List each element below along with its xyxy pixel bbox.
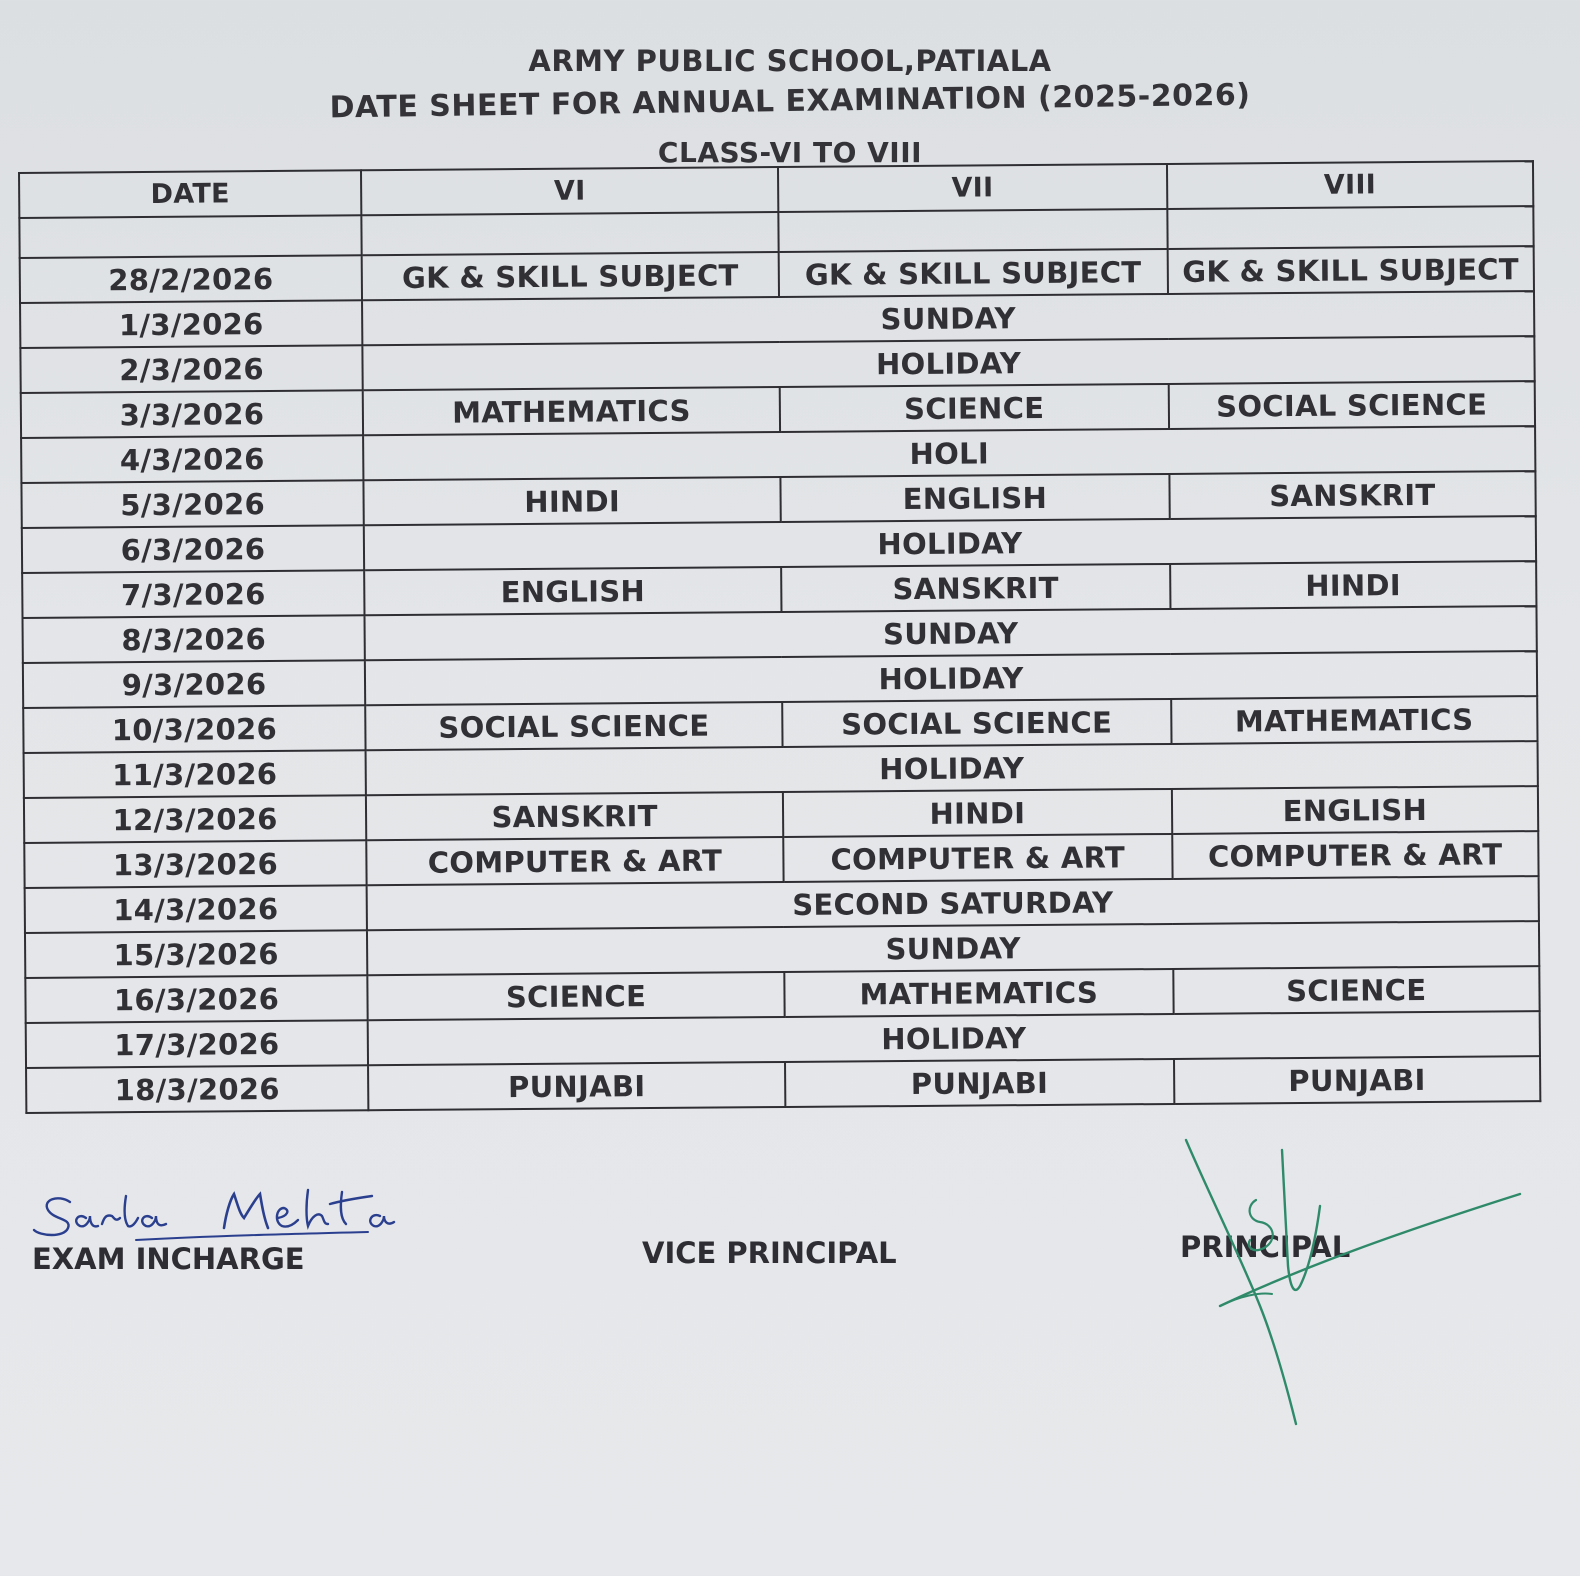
- subject-cell-class-vii: SOCIAL SCIENCE: [782, 699, 1171, 747]
- subject-cell-class-vi: SCIENCE: [367, 972, 784, 1020]
- non-exam-day-cell: SECOND SATURDAY: [367, 876, 1539, 930]
- date-cell: 7/3/2026: [22, 570, 364, 618]
- subject-cell-class-viii: SCIENCE: [1173, 966, 1540, 1014]
- subject-cell-class-vi: ENGLISH: [364, 567, 781, 615]
- date-cell: 18/3/2026: [26, 1065, 368, 1113]
- spacer-cell: [361, 212, 778, 255]
- schedule-body: [20, 246, 1541, 1113]
- date-cell: 9/3/2026: [23, 660, 365, 708]
- date-cell: 16/3/2026: [25, 975, 367, 1023]
- date-cell: 13/3/2026: [24, 840, 366, 888]
- date-cell: 2/3/2026: [20, 345, 362, 393]
- date-cell: 11/3/2026: [24, 750, 366, 798]
- class-range: CLASS-VI TO VIII: [657, 136, 923, 169]
- non-exam-day-cell: HOLI: [363, 426, 1535, 480]
- date-cell: 3/3/2026: [21, 390, 363, 438]
- date-cell: 1/3/2026: [20, 300, 362, 348]
- header-class-vii: VII: [778, 164, 1167, 212]
- non-exam-day-cell: HOLIDAY: [362, 336, 1534, 390]
- subject-cell-class-vi: PUNJABI: [368, 1062, 785, 1110]
- exam-incharge-signature: [28, 1178, 408, 1248]
- subject-cell-class-vi: COMPUTER & ART: [366, 837, 783, 885]
- subject-cell-class-viii: SOCIAL SCIENCE: [1168, 381, 1535, 429]
- non-exam-day-cell: HOLIDAY: [366, 741, 1538, 795]
- principal-signature: [1160, 1136, 1540, 1436]
- subject-cell-class-vi: SANSKRIT: [366, 792, 783, 840]
- non-exam-day-cell: SUNDAY: [365, 606, 1537, 660]
- date-cell: 28/2/2026: [20, 255, 362, 303]
- date-cell: 4/3/2026: [21, 435, 363, 483]
- subject-cell-class-viii: ENGLISH: [1172, 786, 1539, 834]
- date-cell: 10/3/2026: [23, 705, 365, 753]
- subject-cell-class-vii: HINDI: [783, 789, 1172, 837]
- subject-cell-class-viii: SANSKRIT: [1169, 471, 1536, 519]
- non-exam-day-cell: SUNDAY: [362, 291, 1534, 345]
- spacer-cell: [19, 215, 361, 258]
- document-title: DATE SHEET FOR ANNUAL EXAMINATION (2025-2026): [329, 77, 1251, 126]
- exam-incharge-label: EXAM INCHARGE: [32, 1242, 305, 1276]
- signature-area: [0, 1178, 1580, 1438]
- subject-cell-class-viii: COMPUTER & ART: [1172, 831, 1539, 879]
- header-class-vi: VI: [361, 167, 778, 215]
- subject-cell-class-vii: SCIENCE: [780, 384, 1169, 432]
- non-exam-day-cell: SUNDAY: [367, 921, 1539, 975]
- subject-cell-class-vi: GK & SKILL SUBJECT: [362, 252, 779, 300]
- spacer-cell: [778, 209, 1167, 252]
- non-exam-day-cell: HOLIDAY: [368, 1011, 1540, 1065]
- date-sheet-table: [18, 160, 1541, 1114]
- subject-cell-class-viii: GK & SKILL SUBJECT: [1167, 246, 1534, 294]
- subject-cell-class-vii: PUNJABI: [785, 1059, 1174, 1107]
- date-cell: 17/3/2026: [26, 1020, 368, 1068]
- date-cell: 8/3/2026: [23, 615, 365, 663]
- vice-principal-label: VICE PRINCIPAL: [642, 1236, 897, 1270]
- non-exam-day-cell: HOLIDAY: [364, 516, 1536, 570]
- subject-cell-class-viii: HINDI: [1170, 561, 1537, 609]
- date-cell: 5/3/2026: [21, 480, 363, 528]
- subject-cell-class-vii: ENGLISH: [780, 474, 1169, 522]
- header-class-viii: VIII: [1167, 161, 1534, 209]
- principal-label: PRINCIPAL: [1180, 1230, 1351, 1264]
- subject-cell-class-vii: SANSKRIT: [781, 564, 1170, 612]
- subject-cell-class-viii: PUNJABI: [1174, 1056, 1541, 1104]
- subject-cell-class-vi: SOCIAL SCIENCE: [365, 702, 782, 750]
- subject-cell-class-vi: HINDI: [363, 477, 780, 525]
- date-cell: 12/3/2026: [24, 795, 366, 843]
- subject-cell-class-viii: MATHEMATICS: [1171, 696, 1538, 744]
- date-cell: 6/3/2026: [22, 525, 364, 573]
- header-date: DATE: [19, 170, 361, 218]
- date-cell: 14/3/2026: [25, 885, 367, 933]
- non-exam-day-cell: HOLIDAY: [365, 651, 1537, 705]
- school-name: ARMY PUBLIC SCHOOL,PATIALA: [528, 44, 1052, 78]
- subject-cell-class-vii: COMPUTER & ART: [783, 834, 1172, 882]
- subject-cell-class-vi: MATHEMATICS: [363, 387, 780, 435]
- subject-cell-class-vii: MATHEMATICS: [784, 969, 1173, 1017]
- spacer-cell: [1167, 206, 1534, 249]
- date-cell: 15/3/2026: [25, 930, 367, 978]
- subject-cell-class-vii: GK & SKILL SUBJECT: [779, 249, 1168, 297]
